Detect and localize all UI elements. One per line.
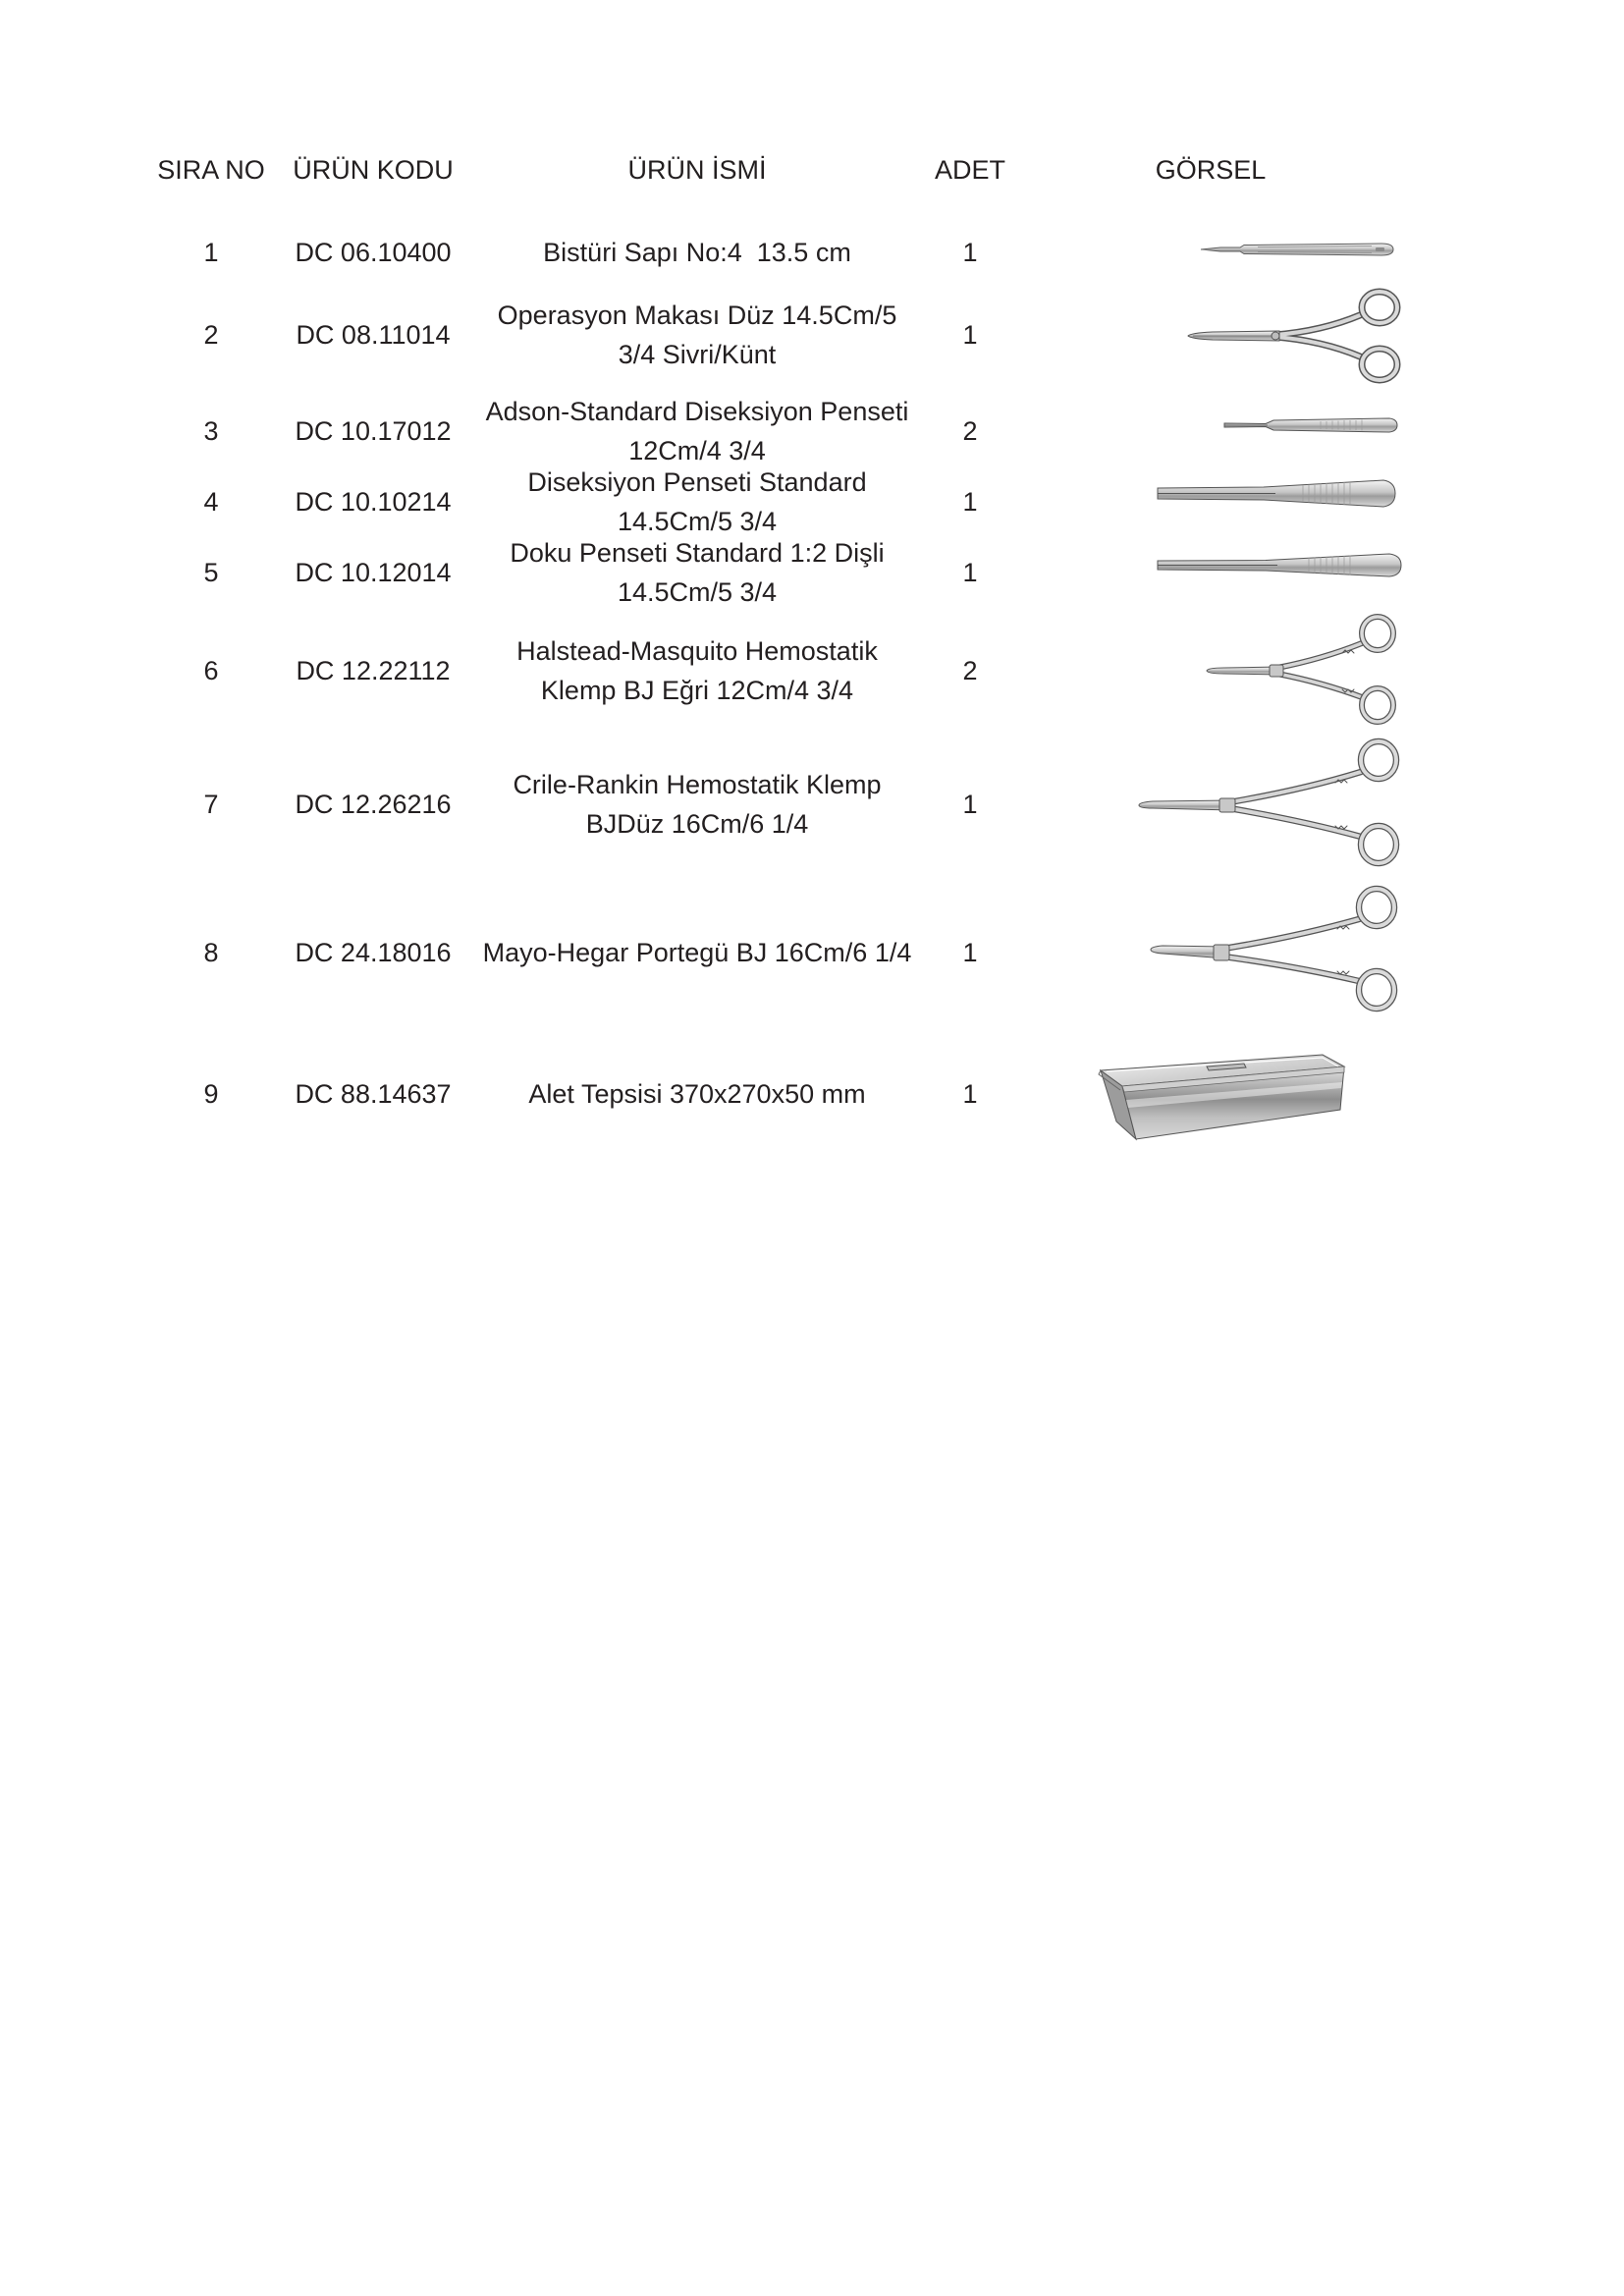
product-code: DC 10.17012 [295,416,452,446]
quantity: 2 [962,656,978,685]
product-image-tissue-forceps [1156,551,1403,579]
product-image-instrument-tray [1097,1053,1348,1141]
quantity: 1 [962,238,978,267]
product-name [466,764,928,845]
product-name [466,391,928,471]
product-name-line: Operasyon Makası Düz 14.5Cm/5 [497,301,897,330]
product-code: DC 10.12014 [295,558,452,587]
product-image-mosquito-hemostat [1205,614,1397,724]
product-name-line: 12Cm/4 3/4 [628,436,766,465]
header-sira-no: SIRA NO [157,155,265,185]
product-name-line: 3/4 Sivri/Künt [618,340,777,369]
table-row [0,1054,1624,1134]
product-name-line: Adson-Standard Diseksiyon Penseti [485,397,909,426]
row-number: 3 [203,416,219,446]
row-number: 7 [203,790,219,819]
product-name [466,630,928,711]
row-number: 1 [203,238,219,267]
row-number: 8 [203,938,219,967]
quantity: 1 [962,320,978,350]
header-urun-ismi: ÜRÜN İSMİ [627,155,767,185]
product-name-line: Klemp BJ Eğri 12Cm/4 3/4 [540,676,854,705]
product-name-line: Mayo-Hegar Portegü BJ 16Cm/6 1/4 [482,938,912,967]
product-image-crile-hemostat [1137,738,1400,868]
product-code: DC 24.18016 [295,938,452,967]
row-number: 9 [203,1079,219,1109]
product-name [466,912,928,993]
product-image-adson-forceps [1222,414,1399,436]
product-code: DC 88.14637 [295,1079,452,1109]
product-name-line: Bistüri Sapı No:4 13.5 cm [543,238,851,267]
quantity: 1 [962,938,978,967]
product-name [466,1054,928,1134]
row-number: 2 [203,320,219,350]
product-name-line: 14.5Cm/5 3/4 [617,577,778,607]
row-number: 4 [203,487,219,517]
product-name-line: Alet Tepsisi 370x270x50 mm [528,1079,866,1109]
product-code: DC 10.10214 [295,487,452,517]
product-image-operating-scissors [1185,288,1401,384]
product-name-line: Diseksiyon Penseti Standard [527,467,867,497]
header-urun-kodu: ÜRÜN KODU [293,155,454,185]
table-header [0,130,1624,210]
product-code: DC 12.26216 [295,790,452,819]
product-code: DC 12.22112 [296,656,451,685]
product-image-needle-holder [1149,886,1402,1012]
header-gorsel: GÖRSEL [1155,155,1267,185]
product-code: DC 06.10400 [295,238,452,267]
product-name-line: Crile-Rankin Hemostatik Klemp [513,770,882,799]
quantity: 2 [962,416,978,446]
product-name [466,212,928,293]
header-adet: ADET [934,155,1005,185]
row-number: 5 [203,558,219,587]
quantity: 1 [962,487,978,517]
quantity: 1 [962,790,978,819]
product-name-line: BJDüz 16Cm/6 1/4 [585,809,809,839]
product-name-line: Doku Penseti Standard 1:2 Dişli [510,538,885,568]
product-image-dissecting-forceps [1156,477,1397,510]
product-name [466,532,928,613]
quantity: 1 [962,1079,978,1109]
quantity: 1 [962,558,978,587]
product-code: DC 08.11014 [296,320,451,350]
product-name [466,295,928,375]
product-image-scalpel-handle [1199,239,1395,260]
product-name-line: Halstead-Masquito Hemostatik [516,636,878,666]
row-number: 6 [203,656,219,685]
product-name-line: 14.5Cm/5 3/4 [617,507,778,536]
product-name [466,462,928,542]
